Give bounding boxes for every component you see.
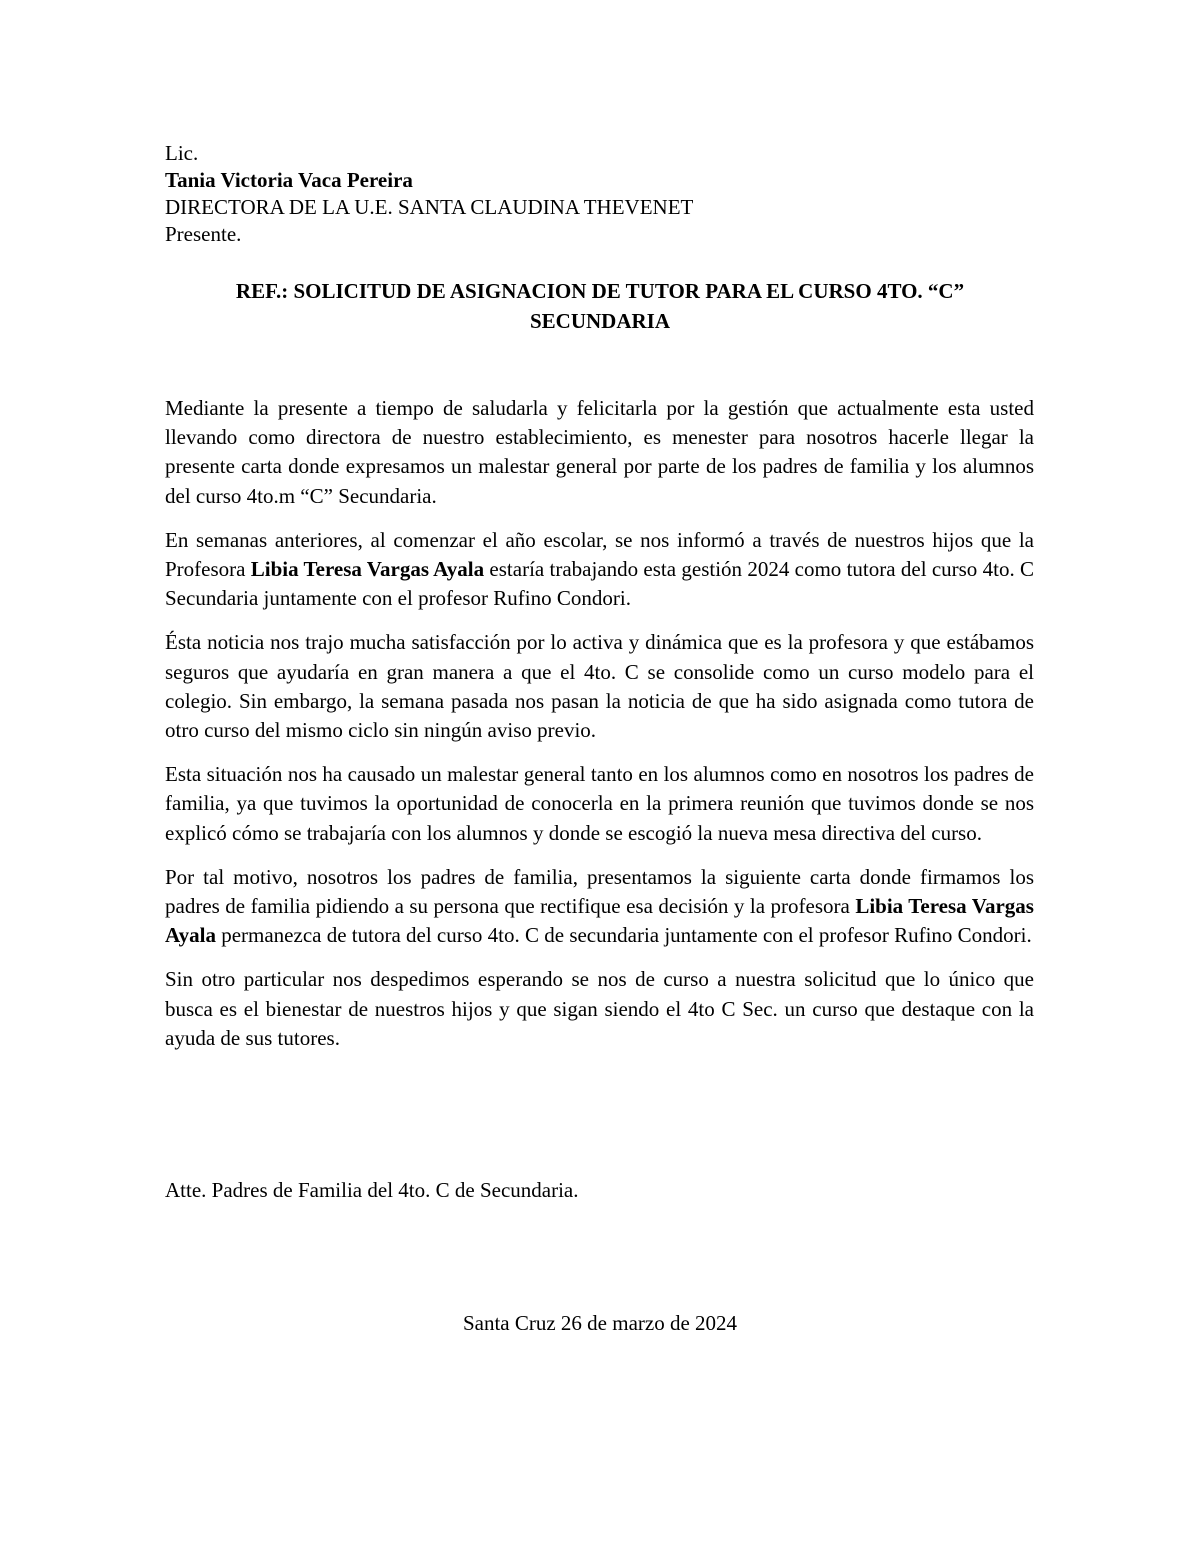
salutation: Lic.: [165, 141, 199, 165]
paragraph-2-text-a: En semanas anteriores, al comenzar el año escolar, se nos informó a través de nuestros hijos que la Profesora: [165, 527, 1034, 582]
letter-body: [165, 394, 1034, 1068]
paragraph-2-text-b: estaría trabajando esta gestión 2024 como tutora del curso 4to. C Secundaria juntamente con el profesor Rufino Condori.: [165, 557, 1034, 611]
paragraph-3: Ésta noticia nos trajo mucha satisfacción por lo activa y dinámica que es la profesora y que estábamos seguros que ayudaría en gran manera a que el 4to. C se consolide como un curso modelo para el colegio. Sin embargo, la semana pasada nos pasan la noticia de que ha sido asignada como tutora de otro curso del mismo ciclo sin ningún aviso previo.: [165, 630, 1034, 743]
teacher-name: Libia Teresa Vargas Ayala: [250, 557, 485, 582]
paragraph-6: Sin otro particular nos despedimos esperando se nos de curso a nuestra solicitud que lo único que busca es el bienestar de nuestros hijos y que sigan siendo el 4to C Sec. un curso que destaque con la ayuda de sus tutores.: [165, 967, 1034, 1050]
reference-line-2: SECUNDARIA: [529, 309, 671, 333]
date-line: Santa Cruz 26 de marzo de 2024: [462, 1311, 738, 1335]
paragraph-5-text-a: Por tal motivo, nosotros los padres de familia, presentamos la siguiente carta donde firmamos los padres de familia pidiendo a su persona que rectifique esa decisión y la profesora: [165, 864, 1034, 919]
paragraph-1: Mediante la presente a tiempo de saludarla y felicitarla por la gestión que actualmente esta usted llevando como directora de nuestro establecimiento, es menester para nosotros hacerle llegar la presente carta donde expresamos un malestar general por parte de los padres de familia y los alumnos del curso 4to.m “C” Secundaria.: [165, 396, 1034, 508]
recipient-title: DIRECTORA DE LA U.E. SANTA CLAUDINA THEVENET: [165, 195, 694, 219]
paragraph-5: [165, 863, 1034, 951]
reference-heading: [165, 276, 1035, 336]
paragraph-2: [165, 526, 1034, 614]
presente-line: Presente.: [165, 222, 242, 246]
teacher-name: Libia Teresa Vargas Ayala: [165, 894, 1034, 948]
paragraph-4: Esta situación nos ha causado un malestar general tanto en los alumnos como en nosotros los padres de familia, ya que tuvimos la oportunidad de conocerla en la primera reunión que tuvimos donde se nos explicó cómo se trabajaría con los alumnos y donde se escogió la nueva mesa directiva del curso.: [165, 762, 1034, 845]
letter-header: [165, 140, 1035, 248]
signature-line: Atte. Padres de Familia del 4to. C de Secundaria.: [165, 1178, 579, 1202]
recipient-name: Tania Victoria Vaca Pereira: [165, 168, 413, 192]
reference-line-1: REF.: SOLICITUD DE ASIGNACION DE TUTOR PARA EL CURSO 4TO. “C”: [235, 279, 965, 303]
paragraph-5-text-b: permanezca de tutora del curso 4to. C de secundaria juntamente con el profesor Rufino Condori.: [215, 923, 1032, 948]
